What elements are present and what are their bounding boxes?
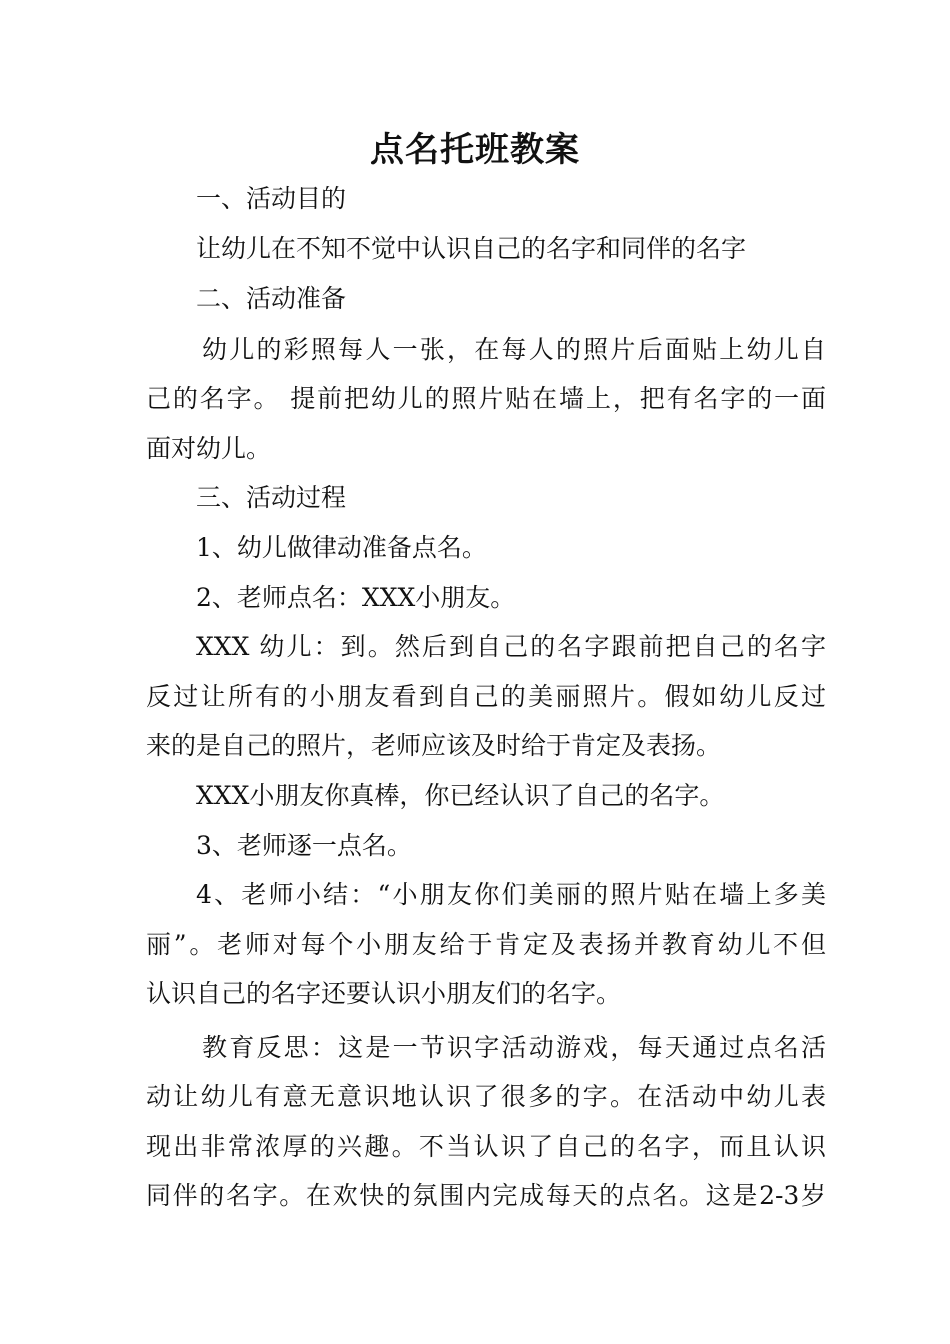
reflection-paragraph-line: 动让幼儿有意无意识地认识了很多的字。在活动中幼儿表	[146, 1082, 826, 1111]
list-item: 2、老师点名：XXX小朋友。	[196, 583, 516, 612]
section-heading-preparation: 二、活动准备	[196, 284, 347, 313]
document-title: 点名托班教案	[370, 130, 580, 170]
section-heading-goal: 一、活动目的	[196, 184, 347, 213]
reflection-paragraph-line: 现出非常浓厚的兴趣。不当认识了自己的名字，而且认识	[146, 1132, 826, 1161]
reflection-paragraph-line: 同伴的名字。在欢快的氛围内完成每天的点名。这是2-3岁	[146, 1181, 826, 1210]
paragraph-line: XXX 幼儿：到。然后到自己的名字跟前把自己的名字	[196, 632, 826, 661]
list-item: 1、幼儿做律动准备点名。	[196, 533, 487, 562]
paragraph-line: 面对幼儿。	[146, 434, 272, 463]
reflection-paragraph-line: 教育反思：这是一节识字活动游戏，每天通过点名活	[202, 1033, 826, 1062]
paragraph-line: 幼儿的彩照每人一张，在每人的照片后面贴上幼儿自	[202, 335, 826, 364]
paragraph-line: XXX小朋友你真棒，你已经认识了自己的名字。	[196, 781, 725, 810]
paragraph-line: 认识自己的名字还要认识小朋友们的名字。	[146, 979, 622, 1008]
paragraph-line: 己的名字。 提前把幼儿的照片贴在墙上，把有名字的一面	[146, 384, 826, 413]
paragraph-line: 来的是自己的照片，老师应该及时给于肯定及表扬。	[146, 731, 722, 760]
paragraph-line: 反过让所有的小朋友看到自己的美丽照片。假如幼儿反过	[146, 682, 826, 711]
paragraph-line: 让幼儿在不知不觉中认识自己的名字和同伴的名字	[196, 234, 747, 263]
list-item: 3、老师逐一点名。	[196, 831, 412, 860]
paragraph-line: 丽”。老师对每个小朋友给于肯定及表扬并教育幼儿不但	[146, 930, 826, 959]
list-item: 4、老师小结：“小朋友你们美丽的照片贴在墙上多美	[196, 880, 826, 909]
section-heading-process: 三、活动过程	[196, 483, 347, 512]
